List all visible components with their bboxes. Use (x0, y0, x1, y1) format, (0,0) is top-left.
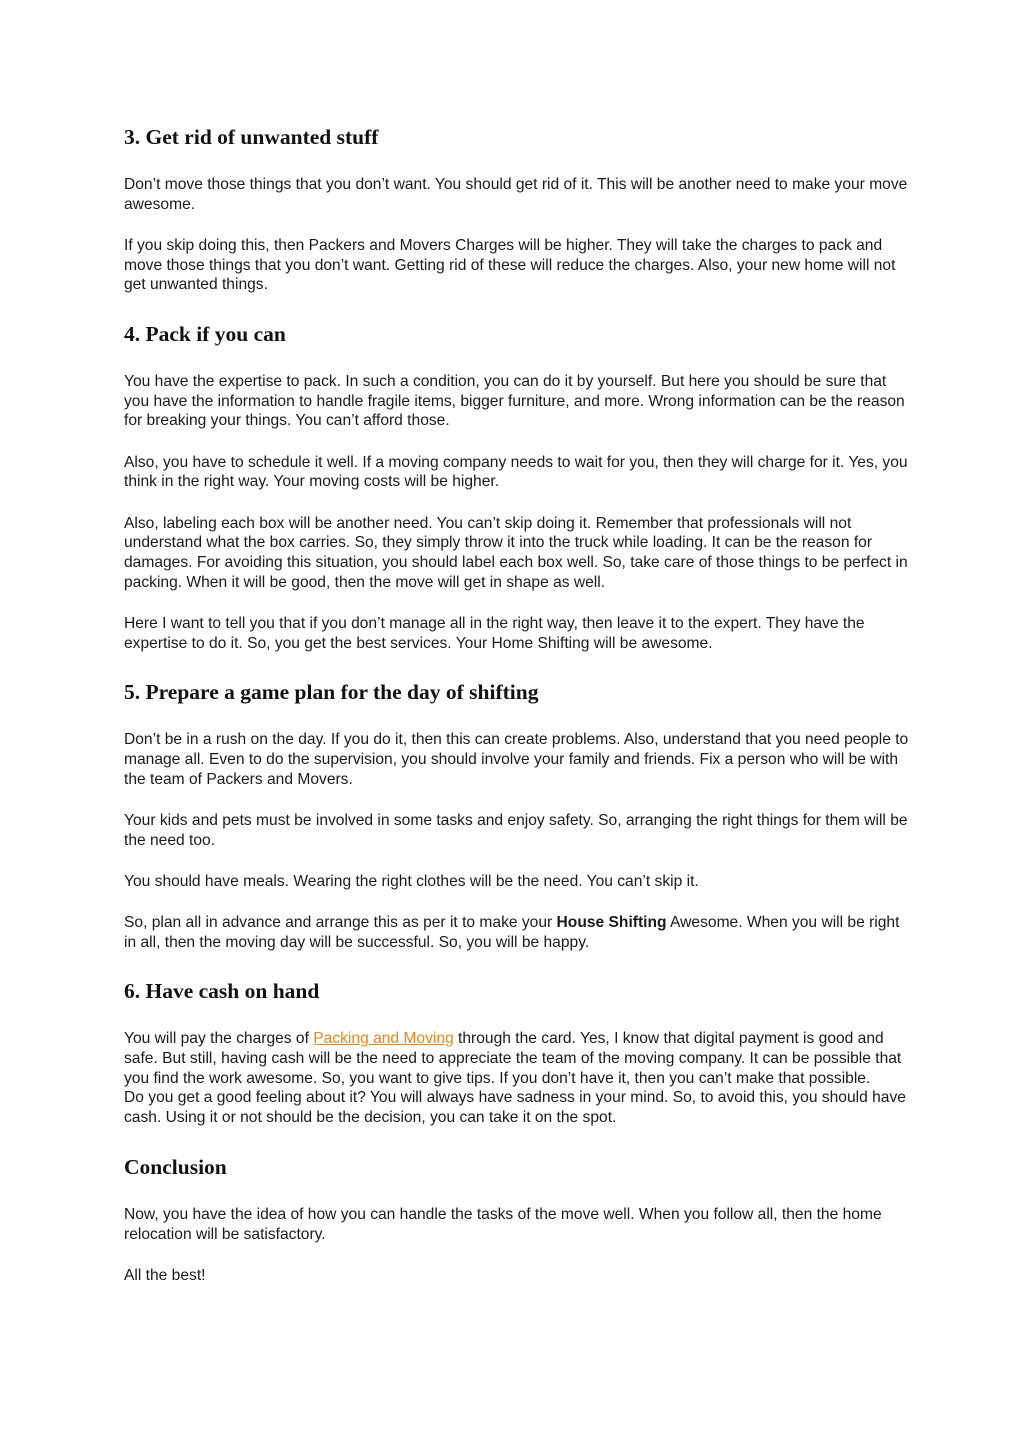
bold-keyword: House Shifting (556, 913, 667, 931)
paragraph: All the best! (124, 1266, 206, 1284)
paragraph: You should have meals. Wearing the right clothes will be the need. You can’t skip it. (124, 872, 699, 890)
paragraph: Your kids and pets must be involved in some tasks and enjoy safety. So, arranging the right things for them will be the need too. (124, 811, 908, 849)
paragraph: Don’t move those things that you don’t want. You should get rid of it. This will be another need to make your move awesome. (124, 176, 908, 213)
paragraph: Also, you have to schedule it well. If a moving company needs to wait for you, then they will charge for it. Yes, you think in the right way. Your moving costs will be higher. (124, 453, 908, 491)
section-heading: 3. Get rid of unwanted stuff (124, 125, 379, 149)
section-heading: 6. Have cash on hand (124, 979, 320, 1004)
paragraph: If you skip doing this, then Packers and Movers Charges will be higher. They will take the charges to pack and move those things that you don’t want. Getting rid of these will reduce the charges. Also, your new home will not get unwanted things. (124, 236, 896, 294)
paragraph-house-shifting (124, 913, 914, 952)
paragraph: Now, you have the idea of how you can handle the tasks of the move well. When you follow all, then the home relocation will be satisfactory. (124, 1205, 882, 1243)
section-heading: 4. Pack if you can (124, 322, 286, 347)
section-pack-if-you-can (124, 321, 914, 653)
paragraph-text: through the card. Yes, I know that digital payment is good and safe. But still, having cash will be the need to appreciate the team of the moving company. It can be possible that you find the work awesome. So, you want to give tips. If you don’t have it, then you can’t make that possible. (124, 1030, 902, 1087)
paragraph: You have the expertise to pack. In such a condition, you can do it by yourself. But here you should be sure that you have the information to handle fragile items, bigger furniture, and more. Wrong information can be the reason for breaking your things. You can’t afford those. (124, 373, 905, 430)
paragraph: Don’t be in a rush on the day. If you do it, then this can create problems. Also, understand that you need people to manage all. Even to do the supervision, you should involve your family and friends. Fix a person who will be with the team of Packers and Movers. (124, 731, 909, 788)
section-conclusion (124, 1154, 914, 1286)
section-heading: Conclusion (124, 1154, 227, 1179)
paragraph-text: Awesome. When you will be right in all, then the moving day will be successful. So, you will be happy. (124, 913, 900, 951)
packing-and-moving-link[interactable]: Packing and Moving (313, 1030, 454, 1048)
section-heading: 5. Prepare a game plan for the day of shifting (124, 680, 539, 705)
paragraph: Here I want to tell you that if you don’t manage all in the right way, then leave it to the expert. They have the expertise to do it. So, you get the best services. Your Home Shifting will be awesome. (124, 614, 865, 652)
paragraph-text: You will pay the charges of (124, 1030, 314, 1048)
section-get-rid-of-unwanted-stuff (124, 124, 914, 295)
document-page (124, 124, 914, 1307)
section-game-plan (124, 679, 914, 952)
section-cash-on-hand (124, 978, 914, 1128)
paragraph: Also, labeling each box will be another need. You can’t skip doing it. Remember that professionals will not understand what the box carries. So, they simply throw it into the truck while loading. It can be the reason for damages. For avoiding this situation, you should label each box well. So, take care of those things to be perfect in packing. When it will be good, then the move will get in shape as well. (124, 514, 908, 591)
paragraph-with-link (124, 1029, 914, 1088)
paragraph-text: So, plan all in advance and arrange this as per it to make your (124, 913, 557, 931)
paragraph: Do you get a good feeling about it? You will always have sadness in your mind. So, to avoid this, you should have cash. Using it or not should be the decision, you can take it on the spot. (124, 1089, 906, 1127)
